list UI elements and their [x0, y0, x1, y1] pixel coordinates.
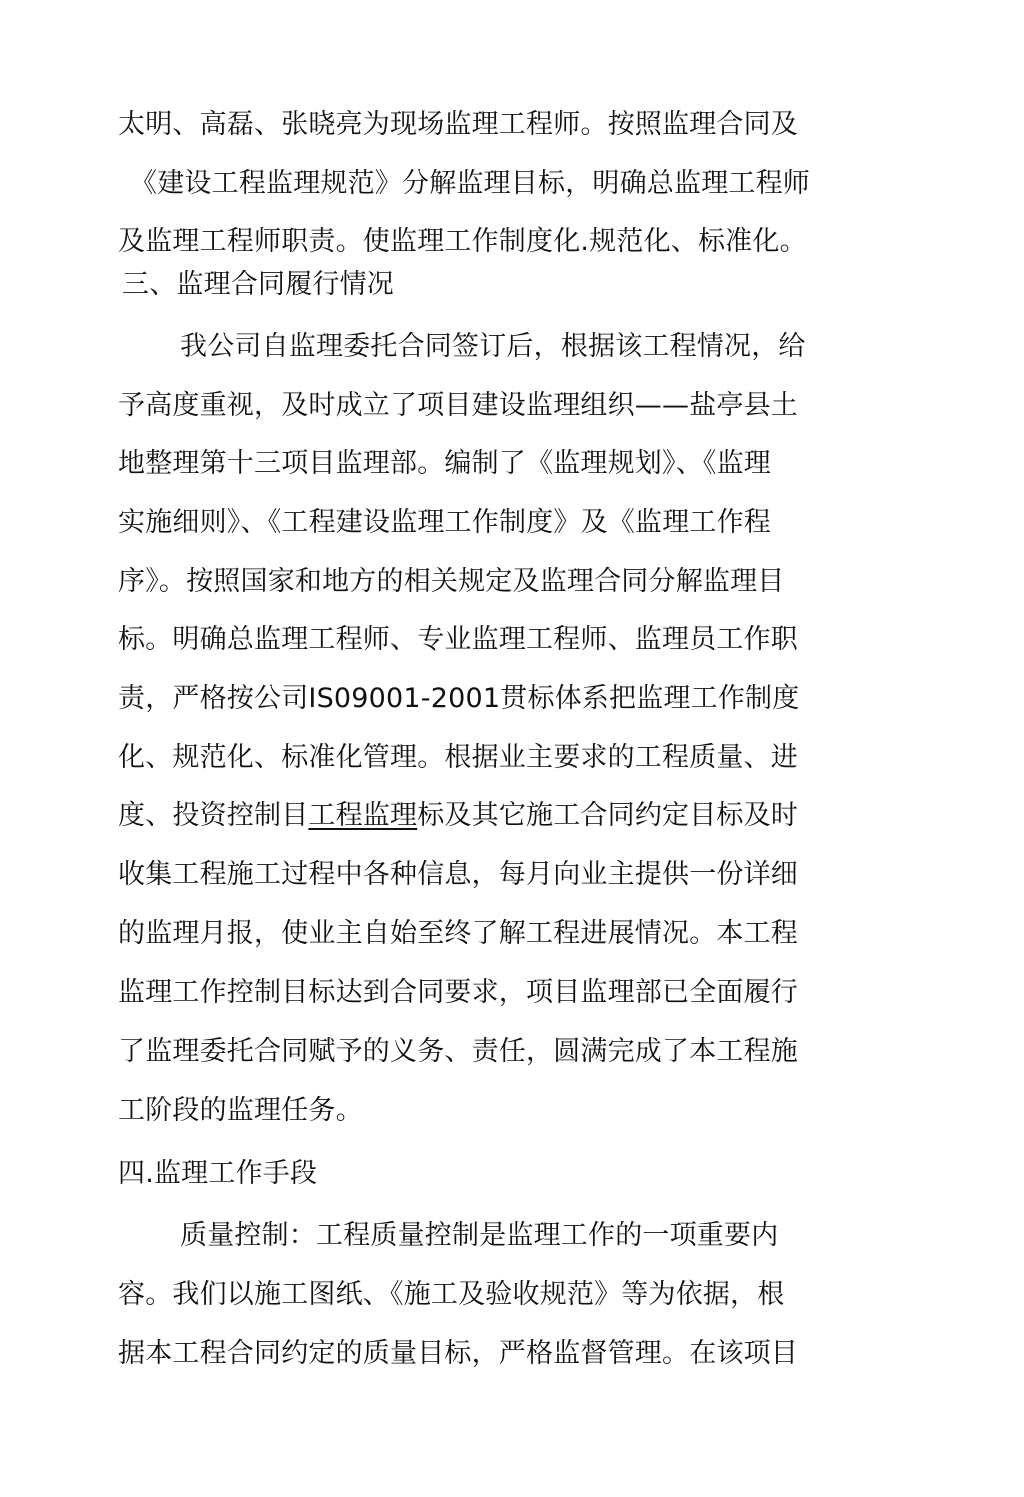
- line-segment: 度、投资控制目: [118, 800, 309, 831]
- paragraph-line: 质量控制：工程质量控制是监理工作的一项重要内: [180, 1220, 779, 1251]
- paragraph-line: 收集工程施工过程中各种信息，每月向业主提供一份详细: [118, 859, 798, 890]
- paragraph-line: 容。我们以施工图纸、《施工及验收规范》等为依据，根: [118, 1279, 785, 1310]
- section-heading-4: 四.监理工作手段: [118, 1158, 318, 1189]
- paragraph-line: 实施细则》、《工程建设监理工作制度》及《监理工作程: [118, 507, 771, 538]
- paragraph-line: 太明、高磊、张晓亮为现场监理工程师。按照监理合同及: [118, 109, 798, 140]
- paragraph-line: 工阶段的监理任务。: [118, 1095, 363, 1126]
- paragraph-line: 的监理月报，使业主自始至终了解工程进展情况。本工程: [118, 918, 798, 949]
- line-segment: 标及其它施工合同约定目标及时: [417, 800, 799, 831]
- paragraph-line: 化、规范化、标准化管理。根据业主要求的工程质量、进: [118, 742, 798, 773]
- underlined-term: 工程监理: [308, 800, 418, 831]
- paragraph-line: 了监理委托合同赋予的义务、责任，圆满完成了本工程施: [118, 1036, 798, 1067]
- section-heading-3: 三、监理合同履行情况: [122, 269, 394, 300]
- paragraph-line: 标。明确总监理工程师、专业监理工程师、监理员工作职: [118, 624, 798, 655]
- paragraph-line: 予高度重视，及时成立了项目建设监理组织——盐亭县土: [118, 390, 798, 421]
- paragraph-line: 地整理第十三项目监理部。编制了《监理规划》、《监理: [118, 448, 771, 479]
- paragraph-line: 及监理工程师职责。使监理工作制度化.规范化、标准化。: [118, 226, 807, 257]
- paragraph-line: 我公司自监理委托合同签订后，根据该工程情况，给: [180, 331, 806, 362]
- paragraph-line-with-underline: [118, 799, 798, 833]
- paragraph-line: 据本工程合同约定的质量目标，严格监督管理。在该项目: [118, 1338, 798, 1369]
- paragraph-line: 序》。按照国家和地方的相关规定及监理合同分解监理目: [118, 566, 785, 597]
- paragraph-line: 责，严格按公司IS09001-2001贯标体系把监理工作制度: [118, 683, 800, 714]
- paragraph-line: 监理工作控制目标达到合同要求，项目监理部已全面履行: [118, 977, 798, 1008]
- paragraph-line: 《建设工程监理规范》分解监理目标，明确总监理工程师: [130, 168, 810, 199]
